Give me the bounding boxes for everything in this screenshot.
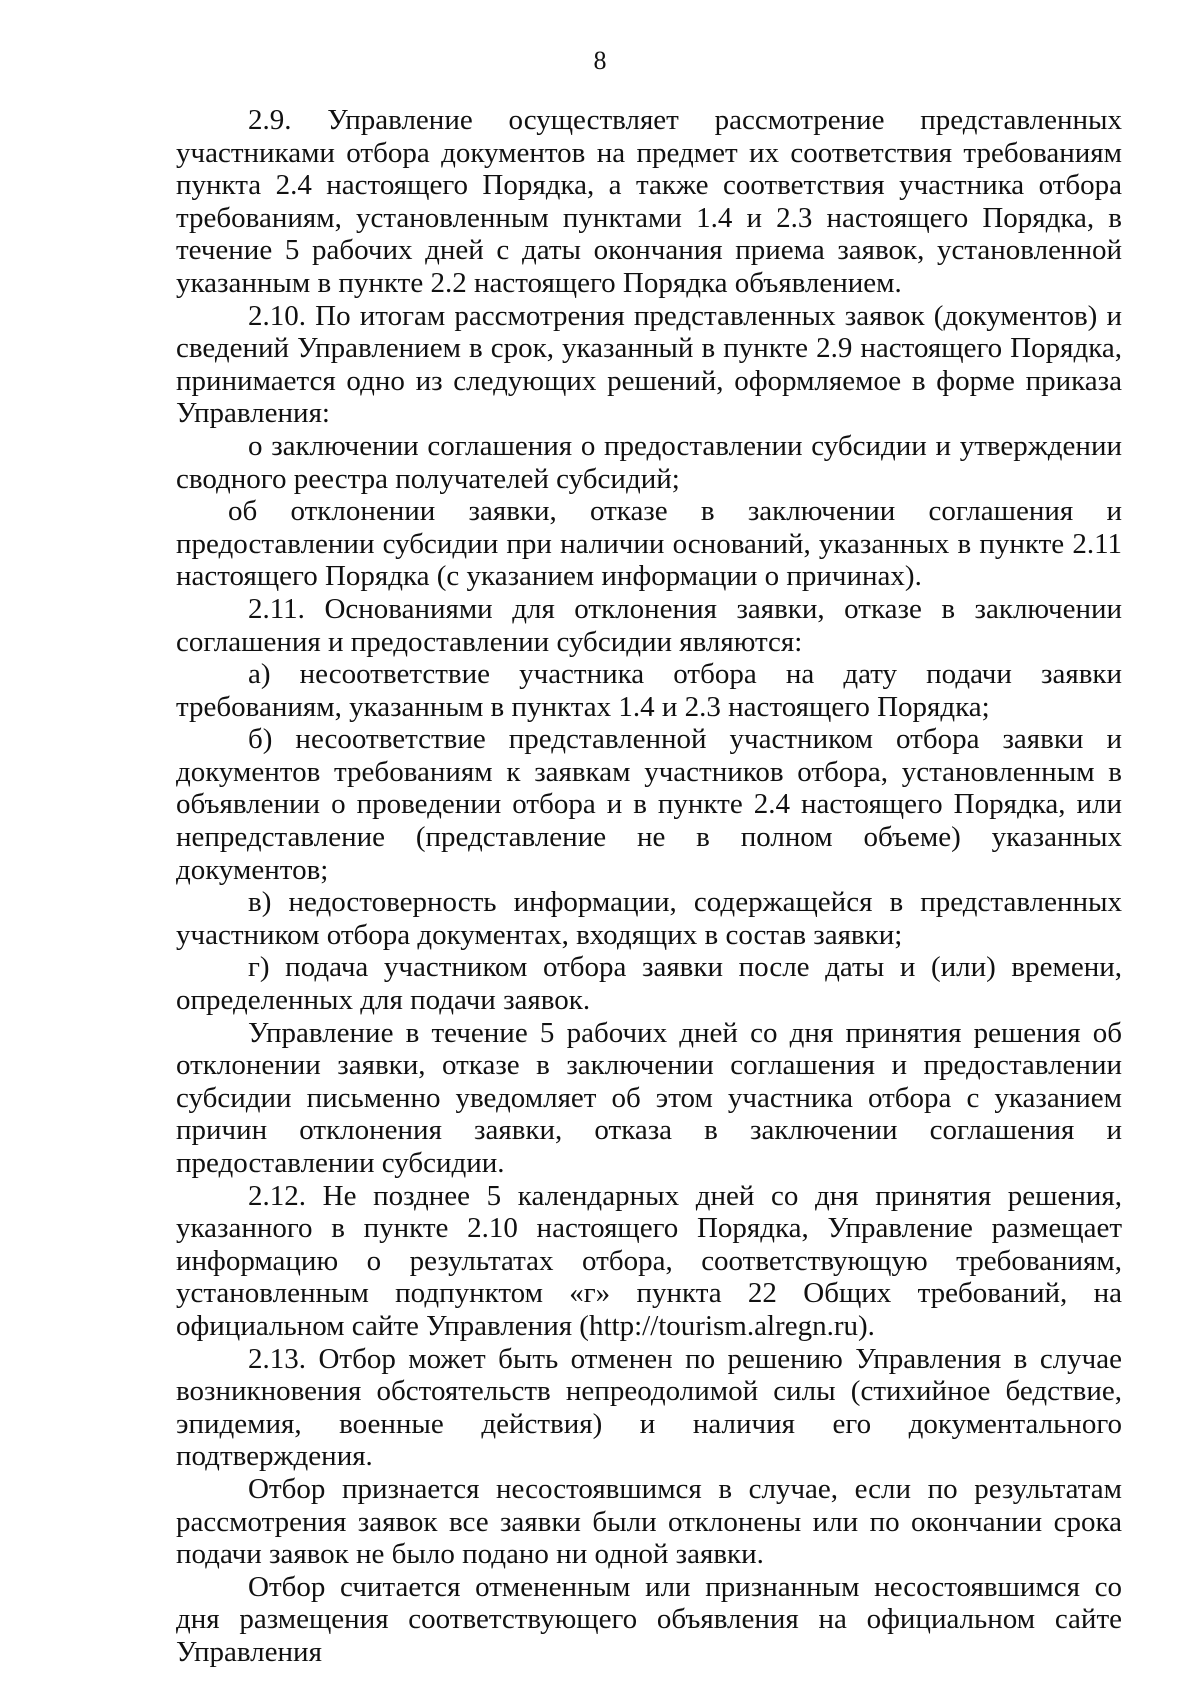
paragraph-2-11-g: г) подача участником отбора заявки после даты и (или) времени, определенных для подачи заявок. [176, 951, 1122, 1017]
paragraph-2-9: 2.9. Управление осуществляет рассмотрение представленных участниками отбора документов на предмет их соответствия требованиям пункта 2.4 настоящего Порядка, а также соответствия участника отбора требованиям, установленным пунктами 1.4 и 2.3 настоящего Порядка, в течение 5 рабочих дней с даты окончания приема заявок, установленной указанным в пункте 2.2 настоящего Порядка объявлением. [176, 104, 1122, 299]
paragraph-decision-rejection: об отклонении заявки, отказе в заключении соглашения и предоставлении субсидии при наличии оснований, указанных в пункте 2.11 настоящего Порядка (с указанием информации о причинах). [176, 495, 1122, 593]
paragraph-2-11: 2.11. Основаниями для отклонения заявки, отказе в заключении соглашения и предоставлении субсидии являются: [176, 592, 1122, 658]
document-body [176, 104, 1122, 1669]
paragraph-failed-selection: Отбор признается несостоявшимся в случае, если по результатам рассмотрения заявок все заявки были отклонены или по окончании срока подачи заявок не было подано ни одной заявки. [176, 1472, 1122, 1571]
paragraph-2-10: 2.10. По итогам рассмотрения представленных заявок (документов) и сведений Управлением в срок, указанный в пункте 2.9 настоящего Порядка, принимается одно из следующих решений, оформляемое в форме приказа Управления: [176, 299, 1122, 430]
paragraph-2-11-v: в) недостоверность информации, содержащейся в представленных участником отбора документах, входящих в состав заявки; [176, 886, 1122, 951]
paragraph-2-11-a: а) несоответствие участника отбора на дату подачи заявки требованиям, указанным в пунктах 1.4 и 2.3 настоящего Порядка; [176, 658, 1122, 723]
paragraph-decision-agreement: о заключении соглашения о предоставлении субсидии и утверждении сводного реестра получателей субсидий; [176, 429, 1122, 495]
paragraph-notification: Управление в течение 5 рабочих дней со дня принятия решения об отклонении заявки, отказе в заключении соглашения и предоставлении субсидии письменно уведомляет об этом участника отбора с указанием причин отклонения заявки, отказа в заключении соглашения и предоставлении субсидии. [176, 1016, 1122, 1179]
paragraph-2-12: 2.12. Не позднее 5 календарных дней со дня принятия решения, указанного в пункте 2.10 настоящего Порядка, Управление размещает информацию о результатах отбора, соответствующую требованиям, установленным подпунктом «г» пункта 22 Общих требований, на официальном сайте Управления (http://tourism.alregn.ru). [176, 1179, 1122, 1342]
page-number: 8 [593, 46, 607, 75]
paragraph-cancelled-selection: Отбор считается отмененным или признанным несостоявшимся со дня размещения соответствующего объявления на официальном сайте Управления [176, 1570, 1122, 1668]
paragraph-2-11-b: б) несоответствие представленной участником отбора заявки и документов требованиям к заявкам участников отбора, установленным в объявлении о проведении отбора и в пункте 2.4 настоящего Порядка, или непредставление (представление не в полном объеме) указанных документов; [176, 723, 1122, 886]
paragraph-2-13: 2.13. Отбор может быть отменен по решению Управления в случае возникновения обстоятельств непреодолимой силы (стихийное бедствие, эпидемия, военные действия) и наличия его документального подтверждения. [176, 1342, 1122, 1473]
